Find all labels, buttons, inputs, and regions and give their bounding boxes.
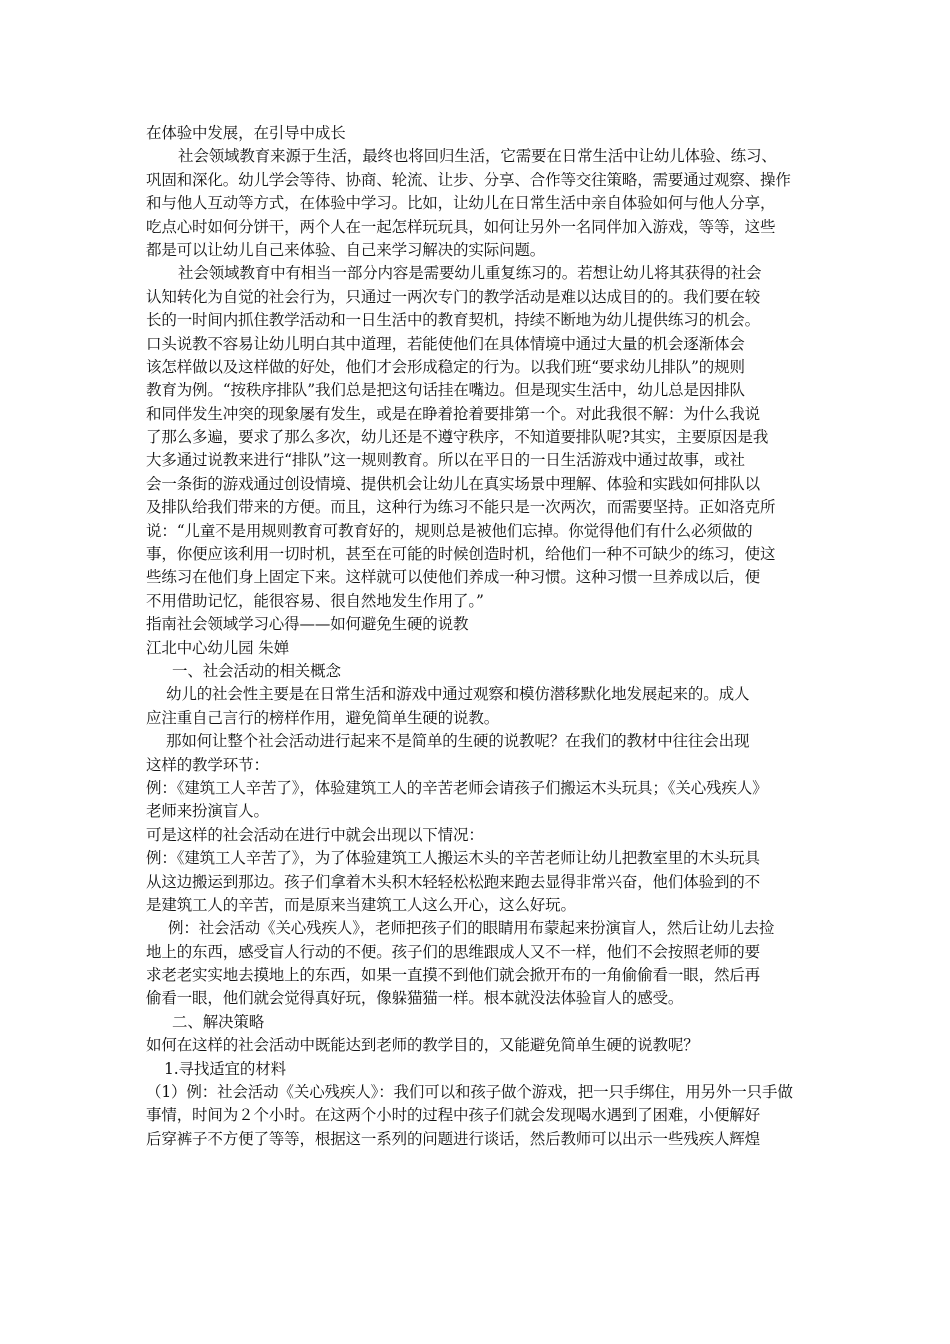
example-line: 老师来扮演盲人。 bbox=[146, 802, 269, 821]
paragraph-line: 说：“儿童不是用规则教育可教育好的，规则总是被他们忘掉。你觉得他们有什么必须做的 bbox=[146, 521, 753, 540]
paragraph-line: 和与他人互动等方式，在体验中学习。比如，让幼儿在日常生活中亲自体验如何与他人分享， bbox=[146, 194, 776, 213]
article-title: 指南社会领域学习心得——如何避免生硬的说教 bbox=[146, 615, 469, 634]
paragraph-line: 如何在这样的社会活动中既能达到老师的教学目的，又能避免简单生硬的说教呢？ bbox=[146, 1036, 699, 1055]
paragraph-line: 都是可以让幼儿自己来体验、自己来学习解决的实际问题。 bbox=[146, 240, 546, 259]
document-page bbox=[146, 122, 810, 1151]
paragraph-line: 了那么多遍，要求了那么多次，幼儿还是不遵守秩序，不知道要排队呢?其实，主要原因是我 bbox=[146, 428, 769, 447]
paragraph-line: 可是这样的社会活动在进行中就会出现以下情况： bbox=[146, 825, 484, 844]
paragraph-line: 教育为例。“按秩序排队”我们总是把这句话挂在嘴边。但是现实生活中，幼儿总是因排队 bbox=[146, 381, 745, 400]
section-heading: 在体验中发展，在引导中成长 bbox=[146, 124, 346, 142]
author-line: 江北中心幼儿园 朱婵 bbox=[146, 638, 289, 657]
example-line: 求老老实实地去摸地上的东西，如果一直摸不到他们就会掀开布的一角偷偷看一眼，然后再 bbox=[146, 966, 761, 985]
paragraph-line: 认知转化为自觉的社会行为，只通过一两次专门的教学活动是难以达成目的的。我们要在较 bbox=[146, 287, 761, 306]
example-line: 偷看一眼，他们就会觉得真好玩，像躲猫猫一样。根本就没法体验盲人的感受。 bbox=[146, 989, 684, 1008]
section-heading: 二、解决策略 bbox=[172, 1012, 265, 1031]
paragraph-line: 大多通过说教来进行“排队”这一规则教育。所以在平日的一日生活游戏中通过故事，或社 bbox=[146, 451, 745, 470]
paragraph-line: 不用借助记忆，能很容易、很自然地发生作用了。” bbox=[146, 591, 484, 610]
paragraph-line: 应注重自己言行的榜样作用，避免简单生硬的说教。 bbox=[146, 708, 500, 727]
paragraph-line: 该怎样做以及这样做的好处，他们才会形成稳定的行为。以我们班“要求幼儿排队”的规则 bbox=[146, 357, 745, 376]
paragraph-line: 社会领域教育来源于生活，最终也将回归生活，它需要在日常生活中让幼儿体验、练习、 bbox=[178, 147, 777, 166]
paragraph-line: （1）例：社会活动《关心残疾人》：我们可以和孩子做个游戏，把一只手绑住，用另外一只手做 bbox=[146, 1083, 793, 1102]
example-line: 是建筑工人的辛苦，而是原来当建筑工人这么开心，这么好玩。 bbox=[146, 895, 576, 914]
paragraph-line: 社会领域教育中有相当一部分内容是需要幼儿重复练习的。若想让幼儿将其获得的社会 bbox=[178, 264, 762, 283]
paragraph-line: 事情，时间为２个小时。在这两个小时的过程中孩子们就会发现喝水遇到了困难，小便解好 bbox=[146, 1106, 761, 1125]
paragraph-line: 事，你便应该利用一切时机，甚至在可能的时候创造时机，给他们一种不可缺少的练习，使这 bbox=[146, 545, 776, 564]
subsection-heading: 1.寻找适宜的材料 bbox=[164, 1059, 286, 1078]
paragraph-line: 后穿裤子不方便了等等，根据这一系列的问题进行谈话，然后教师可以出示一些残疾人辉煌 bbox=[146, 1129, 761, 1148]
section-heading: 一、社会活动的相关概念 bbox=[172, 661, 341, 680]
paragraph-line: 巩固和深化。幼儿学会等待、协商、轮流、让步、分享、合作等交往策略，需要通过观察、操作 bbox=[146, 170, 791, 189]
example-line: 地上的东西，感受盲人行动的不便。孩子们的思维跟成人又不一样，他们不会按照老师的要 bbox=[146, 942, 761, 961]
paragraph-line: 和同伴发生冲突的现象屡有发生，或是在睁着抢着要排第一个。对此我很不解：为什么我说 bbox=[146, 404, 761, 423]
paragraph-line: 幼儿的社会性主要是在日常生活和游戏中通过观察和模仿潜移默化地发展起来的。成人 bbox=[166, 685, 750, 704]
paragraph-line: 吃点心时如何分饼干，两个人在一起怎样玩玩具，如何让另外一名同伴加入游戏，等等，这些 bbox=[146, 217, 776, 236]
paragraph-line: 些练习在他们身上固定下来。这样就可以使他们养成一种习惯。这种习惯一旦养成以后，便 bbox=[146, 568, 761, 587]
paragraph-line: 这样的教学环节： bbox=[146, 755, 269, 774]
paragraph-line: 长的一时间内抓住教学活动和一日生活中的教育契机，持续不断地为幼儿提供练习的机会。 bbox=[146, 311, 761, 330]
example-line: 从这边搬运到那边。孩子们拿着木头积木轻轻松松跑来跑去显得非常兴奋，他们体验到的不 bbox=[146, 872, 761, 891]
example-line: 例：《建筑工人辛苦了》，体验建筑工人的辛苦老师会请孩子们搬运木头玩具；《关心残疾人》 bbox=[146, 778, 768, 797]
paragraph-line: 口头说教不容易让幼儿明白其中道理，若能使他们在具体情境中通过大量的机会逐渐体会 bbox=[146, 334, 745, 353]
paragraph-line: 那如何让整个社会活动进行起来不是简单的生硬的说教呢？在我们的教材中往往会出现 bbox=[166, 732, 750, 751]
paragraph-line: 及排队给我们带来的方便。而且，这种行为练习不能只是一次两次，而需要坚持。正如洛克所 bbox=[146, 498, 776, 517]
example-line: 例：社会活动《关心残疾人》，老师把孩子们的眼睛用布蒙起来扮演盲人，然后让幼儿去捡 bbox=[168, 919, 775, 938]
example-line: 例：《建筑工人辛苦了》，为了体验建筑工人搬运木头的辛苦老师让幼儿把教室里的木头玩具 bbox=[146, 849, 760, 868]
paragraph-line: 会一条街的游戏通过创设情境、提供机会让幼儿在真实场景中理解、体验和实践如何排队以 bbox=[146, 474, 761, 493]
